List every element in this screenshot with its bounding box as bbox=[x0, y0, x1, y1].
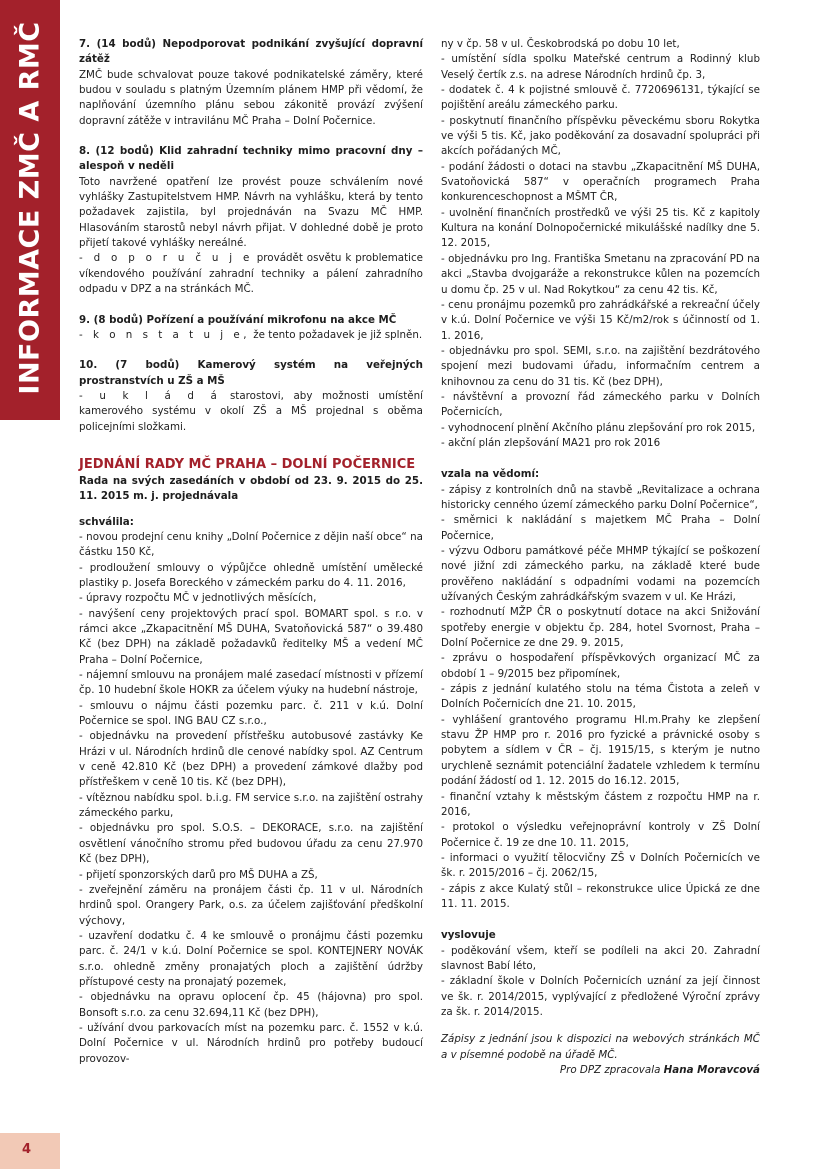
item-resolution bbox=[79, 389, 423, 435]
list-item: - objednávku na opravu oplocení čp. 45 (hájovna) pro spol. Bonsoft s.r.o. za cenu 32.694,11 Kč (bez DPH), bbox=[79, 991, 423, 1019]
item-text: ZMČ bude schvalovat pouze takové podnikatelské záměry, které budou v souladu s platným Územním plánem HMP při vědomí, že naplňování územního plánu sebou zákonitě provází zvýšení dopravní zátěže v intravilánu MČ Praha – Dolní Počernice. bbox=[79, 68, 423, 127]
resolution-verb: - k o n s t a t u j e, bbox=[79, 328, 250, 341]
page-number-box bbox=[0, 1133, 60, 1169]
item-heading: 10. (7 bodů) Kamerový systém na veřejných prostranstvích u ZŠ a MŠ bbox=[79, 359, 423, 387]
list-item: - přijetí sponzorských darů pro MŠ DUHA a ZŠ, bbox=[79, 868, 318, 881]
list-item: - zápisy z kontrolních dnů na stavbě „Revitalizace a ochrana historicky cenného území zámeckého parku Dolní Počernice“, bbox=[441, 483, 760, 511]
list-item: - vyhlášení grantového programu Hl.m.Prahy ke zlepšení stavu ŽP HMP pro r. 2016 pro fyzické a právnické osoby s pobytem a sídlem v ČR – čj. 1915/15, s kterým je nutno urychleně seznámit potenciální žadatele vzhledem k termínu podání žádostí od 1. 12. 2015 do 16.12. 2015, bbox=[441, 713, 760, 788]
minutes-note: Zápisy z jednání jsou k dispozici na webových stránkách MČ a v písemné podobě na úřadě MČ. bbox=[441, 1033, 760, 1061]
list-item: - uzavření dodatku č. 4 ke smlouvě o pronájmu části pozemku parc. č. 24/1 v k.ú. Dolní Počernice se spol. KONTEJNERY NOVÁK s.r.o. ohledně změny pronajatých ploch a zajištění údržby přístupové cesty na pronajatý pozemek, bbox=[79, 929, 423, 988]
resolution-verb: - d o p o r u č u j e bbox=[79, 252, 253, 265]
list-item: - vítěznou nabídku spol. b.i.g. FM service s.r.o. na zajištění ostrahy zámeckého parku, bbox=[79, 791, 423, 820]
list-item: - prodloužení smlouvy o výpůjčce ohledně umístění umělecké plastiky p. Josefa Boreckého v zámeckém parku do 4. 11. 2016, bbox=[79, 561, 423, 589]
list-item: - nájemní smlouvu na pronájem malé zasedací místnosti v přízemí čp. 10 hudební škole HOKR za účelem výuky na hudební nástroje, bbox=[79, 669, 423, 697]
resolution-verb: - u k l á d á bbox=[79, 389, 221, 402]
vzala-list bbox=[441, 483, 760, 913]
sidebar-title: INFORMACE ZMČ A RMČ bbox=[14, 21, 46, 395]
schvalila-list bbox=[79, 530, 423, 1067]
list-item: - zápis z akce Kulatý stůl – rekonstrukce ulice Úpická ze dne 11. 11. 2015. bbox=[441, 882, 760, 910]
list-item: - úpravy rozpočtu MČ v jednotlivých měsících, bbox=[79, 592, 317, 605]
list-item: - protokol o výsledku veřejnoprávní kontroly v ZŠ Dolní Počernice č. 19 ze dne 10. 11. 2015, bbox=[441, 821, 760, 849]
list-item: - cenu pronájmu pozemků pro zahrádkářské a rekreační účely v k.ú. Dolní Počernice ve výši 15 Kč/m2/rok s účinností od 1. 1. 2016, bbox=[441, 298, 760, 342]
list-item: - poděkování všem, kteří se podíleli na akci 20. Zahradní slavnost Babí léto, bbox=[441, 944, 760, 972]
list-item: - užívání dvou parkovacích míst na pozemku parc. č. 1552 v k.ú. Dolní Počernice v ul. Národních hrdinů pro potřeby budoucí provozov- bbox=[79, 1021, 423, 1065]
list-item: - objednávku pro spol. SEMI, s.r.o. na zajištění bezdrátového spojení mezi budovami úřadu, informačním centrem a knihovnou za cenu do 31 tis. Kč (bez DPH), bbox=[441, 344, 760, 388]
list-item: - návštěvní a provozní řád zámeckého parku v Dolních Počernicích, bbox=[441, 390, 760, 419]
list-item: - navýšení ceny projektových prací spol. BOMART spol. s r.o. v rámci akce „Zkapacitnění MŠ DUHA, Svatoňovická 587“ o 39.480 Kč (bez DPH) na základě požadavků ředitelky MŠ a vedení MČ Praha – Dolní Počernice, bbox=[79, 607, 423, 666]
vyslovuje-list bbox=[441, 944, 760, 1021]
left-column bbox=[79, 37, 423, 1067]
item-heading: 7. (14 bodů) Nepodporovat podnikání zvyšující dopravní zátěž bbox=[79, 38, 423, 66]
signature bbox=[441, 1063, 760, 1078]
list-item: - umístění sídla spolku Mateřské centrum a Rodinný klub Veselý čertík z.s. na adrese Národních hrdinů čp. 3, bbox=[441, 53, 760, 81]
vyslovuje-heading: vyslovuje bbox=[441, 929, 496, 942]
continued-list bbox=[441, 37, 760, 451]
list-item: - uvolnění finančních prostředků ve výši 25 tis. Kč z kapitoly Kultura na konání Dolnopočernické mikulášské nadílky dne 5. 12. 2015, bbox=[441, 206, 760, 250]
page-number: 4 bbox=[22, 1142, 32, 1157]
right-column bbox=[441, 37, 760, 1078]
list-item: - dodatek č. 4 k pojistné smlouvě č. 7720696131, týkající se pojištění areálu zámeckého parku. bbox=[441, 84, 760, 112]
list-item: - zápis z jednání kulatého stolu na téma Čistota a zeleň v Dolních Počernicích dne 21. 10. 2015, bbox=[441, 683, 760, 711]
section-title: JEDNÁNÍ RADY MČ PRAHA – DOLNÍ POČERNICE bbox=[79, 456, 416, 472]
list-item: - novou prodejní cenu knihy „Dolní Počernice z dějin naší obce“ na částku 150 Kč, bbox=[79, 530, 423, 559]
resolution-text: provádět osvětu k problematice víkendového používání zahradní techniky a pálení zahradního odpadu v DPZ a na stránkách MČ. bbox=[79, 252, 424, 296]
list-item: - akční plán zlepšování MA21 pro rok 2016 bbox=[441, 436, 661, 449]
list-item: - finanční vztahy k městským částem z rozpočtu HMP na r. 2016, bbox=[441, 790, 760, 818]
list-item: - objednávku pro spol. S.O.S. – DEKORACE, s.r.o. na zajištění osvětlení vánočního stromu před budovou úřadu za cenu 27.970 Kč (bez DPH), bbox=[79, 822, 423, 866]
list-item: - směrnici k nakládání s majetkem MČ Praha – Dolní Počernice, bbox=[441, 514, 760, 542]
item-resolution bbox=[79, 251, 423, 297]
signature-name: Hana Moravcová bbox=[663, 1064, 760, 1076]
list-item: - podání žádosti o dotaci na stavbu „Zkapacitnění MŠ DUHA, Svatoňovická 587“ v operačních programech Praha konkurenceschopnost a MŠMT ČR, bbox=[441, 160, 760, 204]
resolution-text: že tento požadavek je již splněn. bbox=[253, 328, 423, 341]
section-subtitle: Rada na svých zasedáních v období od 23. 9. 2015 do 25. 11. 2015 m. j. projednávala bbox=[79, 474, 423, 503]
list-item: - objednávku pro Ing. Františka Smetanu na zpracování PD na akci „Stavba dvojgaráže a rekonstrukce kůlen na pozemcích u domu čp. 25 v ul. Nad Rokytkou“ za cenu 42 tis. Kč, bbox=[441, 252, 760, 296]
signature-prefix: Pro DPZ zpracovala bbox=[559, 1064, 661, 1076]
list-item: - základní škole v Dolních Počernicích uznání za její činnost ve šk. r. 2014/2015, vyplývající z předložené Výroční zprávy za šk. r. 2014/2015. bbox=[441, 975, 760, 1018]
list-item: - zprávu o hospodaření příspěvkových organizací MČ za období 1 – 9/2015 bez připomínek, bbox=[441, 652, 760, 680]
list-item: ny v čp. 58 v ul. Českobrodská po dobu 10 let, bbox=[441, 38, 680, 50]
list-item: - informaci o využití tělocvičny ZŠ v Dolních Počernicích ve šk. r. 2015/2016 – čj. 2062/15, bbox=[441, 851, 760, 880]
list-item: - zveřejnění záměru na pronájem části čp. 11 v ul. Národních hrdinů spol. Orangery Park, o.s. za účelem zajišťování předškolní výchovy, bbox=[79, 883, 423, 927]
list-item: - výzvu Odboru památkové péče MHMP týkající se poškození nové jižní zdi zámeckého parku, na základě které bude prověřeno nakládání s odpadními vodami na pozemcích užívaných Českým zahrádkářským svazem v ul. Ke Hrázi, bbox=[441, 545, 760, 604]
resolution-text: starostovi, aby možnosti umístění kamerového systému v okolí ZŠ a MŠ projednal s oběma policejními složkami. bbox=[79, 389, 423, 433]
item-heading: 9. (8 bodů) Pořízení a používání mikrofonu na akce MČ bbox=[79, 313, 397, 326]
item-resolution bbox=[79, 328, 423, 343]
list-item: - poskytnutí finančního příspěvku pěveckému sboru Rokytka ve výši 5 tis. Kč, jako poděkování za dosavadní spolupráci při akcích pořádaných MČ, bbox=[441, 114, 760, 158]
list-item: - rozhodnutí MŽP ČR o poskytnutí dotace na akci Snižování spotřeby energie v objektu čp. 284, hotel Svornost, Praha – Dolní Počernice ze dne 29. 9. 2015, bbox=[441, 606, 760, 650]
item-text: Toto navržené opatření lze provést pouze schválením nové vyhlášky Zastupitelstvem HMP. Návrh na vyhlášku, která by tento požadavek zajistila, byl projednáván na Svazu MČ HMP. Hlasováním starostů nebyl návrh přijat. V dohledné době je proto přijetí takové vyhlášky nereálné. bbox=[79, 175, 423, 250]
list-item: - objednávku na provedení přístřešku autobusové zastávky Ke Hrázi v ul. Národních hrdinů dle cenové nabídky spol. AZ Centrum v ceně 42.810 Kč (bez DPH) a provedení zámkové dlažby pod přístřeškem v ceně 10 tis. Kč (bez DPH), bbox=[79, 730, 423, 789]
vzala-heading: vzala na vědomí: bbox=[441, 468, 540, 481]
list-item: - vyhodnocení plnění Akčního plánu zlepšování pro rok 2015, bbox=[441, 421, 756, 434]
list-item: - smlouvu o nájmu části pozemku parc. č. 211 v k.ú. Dolní Počernice se spol. ING BAU CZ s.r.o., bbox=[79, 699, 423, 728]
item-heading: 8. (12 bodů) Klid zahradní techniky mimo pracovní dny – alespoň v neděli bbox=[79, 145, 423, 173]
schvalila-heading: schválila: bbox=[79, 515, 134, 528]
section-sidebar bbox=[0, 0, 60, 420]
